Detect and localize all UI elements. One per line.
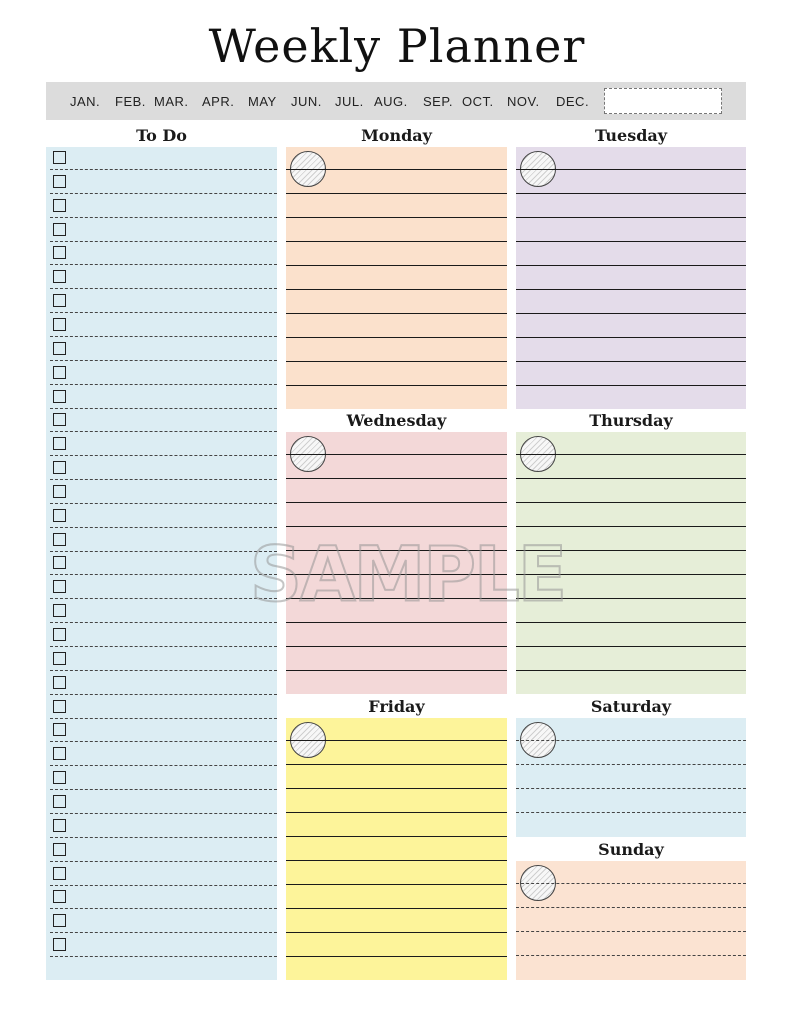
writing-line	[516, 478, 746, 479]
todo-checkbox[interactable]	[53, 461, 66, 474]
writing-line	[286, 169, 507, 170]
todo-line	[50, 527, 277, 528]
todo-checkbox[interactable]	[53, 533, 66, 546]
todo-line	[50, 408, 277, 409]
writing-line	[516, 764, 746, 765]
todo-line	[50, 670, 277, 671]
todo-line	[50, 241, 277, 242]
writing-line	[286, 836, 507, 837]
writing-line	[516, 361, 746, 362]
todo-checkbox[interactable]	[53, 938, 66, 951]
todo-checkbox[interactable]	[53, 700, 66, 713]
writing-line	[516, 907, 746, 908]
writing-line	[516, 313, 746, 314]
saturday-label: Saturday	[590, 697, 672, 716]
writing-line	[286, 764, 507, 765]
writing-line	[286, 385, 507, 386]
sunday-panel[interactable]	[516, 861, 746, 980]
todo-line	[50, 813, 277, 814]
todo-checkbox[interactable]	[53, 747, 66, 760]
writing-line	[516, 931, 746, 932]
todo-list-panel[interactable]	[46, 147, 277, 980]
todo-line	[50, 336, 277, 337]
todo-label: To Do	[136, 126, 187, 145]
todo-checkbox[interactable]	[53, 175, 66, 188]
writing-line	[516, 454, 746, 455]
writing-line	[516, 812, 746, 813]
writing-line	[516, 502, 746, 503]
todo-checkbox[interactable]	[53, 485, 66, 498]
todo-checkbox[interactable]	[53, 723, 66, 736]
writing-line	[286, 265, 507, 266]
todo-line	[50, 932, 277, 933]
todo-checkbox[interactable]	[53, 151, 66, 164]
page-title: Weekly Planner	[208, 19, 586, 73]
todo-line	[50, 264, 277, 265]
month-selector-bar	[46, 82, 746, 120]
todo-checkbox[interactable]	[53, 390, 66, 403]
writing-line	[516, 883, 746, 884]
todo-line	[50, 455, 277, 456]
saturday-panel[interactable]	[516, 718, 746, 837]
month-sep[interactable]: SEP.	[423, 94, 453, 109]
writing-line	[516, 574, 746, 575]
todo-line	[50, 503, 277, 504]
writing-line	[286, 812, 507, 813]
writing-line	[286, 526, 507, 527]
month-aug[interactable]: AUG.	[374, 94, 408, 109]
writing-line	[516, 169, 746, 170]
writing-line	[516, 193, 746, 194]
writing-line	[286, 646, 507, 647]
todo-line	[50, 431, 277, 432]
writing-line	[516, 670, 746, 671]
writing-line	[286, 908, 507, 909]
month-oct[interactable]: OCT.	[462, 94, 494, 109]
friday-label: Friday	[368, 697, 425, 716]
todo-checkbox[interactable]	[53, 437, 66, 450]
month-jun[interactable]: JUN.	[291, 94, 322, 109]
month-jan[interactable]: JAN.	[70, 94, 101, 109]
todo-checkbox[interactable]	[53, 771, 66, 784]
sunday-label: Sunday	[598, 840, 664, 859]
todo-checkbox[interactable]	[53, 223, 66, 236]
todo-line	[50, 312, 277, 313]
todo-checkbox[interactable]	[53, 867, 66, 880]
month-nov[interactable]: NOV.	[507, 94, 540, 109]
todo-checkbox[interactable]	[53, 843, 66, 856]
writing-line	[516, 217, 746, 218]
todo-line	[50, 288, 277, 289]
todo-checkbox[interactable]	[53, 366, 66, 379]
writing-line	[286, 574, 507, 575]
todo-line	[50, 193, 277, 194]
todo-line	[50, 217, 277, 218]
writing-line	[516, 788, 746, 789]
tuesday-label: Tuesday	[594, 126, 668, 145]
year-input-box[interactable]	[604, 88, 722, 114]
writing-line	[286, 884, 507, 885]
month-feb[interactable]: FEB.	[115, 94, 146, 109]
todo-checkbox[interactable]	[53, 294, 66, 307]
writing-line	[516, 740, 746, 741]
writing-line	[286, 454, 507, 455]
todo-line	[50, 574, 277, 575]
todo-line	[50, 360, 277, 361]
writing-line	[516, 385, 746, 386]
writing-line	[286, 932, 507, 933]
todo-line	[50, 384, 277, 385]
writing-line	[516, 289, 746, 290]
todo-line	[50, 956, 277, 957]
todo-checkbox[interactable]	[53, 628, 66, 641]
todo-checkbox[interactable]	[53, 580, 66, 593]
monday-panel[interactable]	[286, 147, 507, 409]
todo-checkbox[interactable]	[53, 270, 66, 283]
todo-line	[50, 622, 277, 623]
writing-line	[516, 598, 746, 599]
wednesday-panel[interactable]	[286, 432, 507, 694]
month-mar[interactable]: MAR.	[154, 94, 189, 109]
month-may[interactable]: MAY	[248, 94, 277, 109]
todo-checkbox[interactable]	[53, 795, 66, 808]
todo-checkbox[interactable]	[53, 652, 66, 665]
writing-line	[516, 337, 746, 338]
todo-checkbox[interactable]	[53, 199, 66, 212]
writing-line	[516, 646, 746, 647]
writing-line	[516, 550, 746, 551]
todo-line	[50, 551, 277, 552]
writing-line	[286, 361, 507, 362]
todo-line	[50, 861, 277, 862]
todo-line	[50, 908, 277, 909]
todo-checkbox[interactable]	[53, 676, 66, 689]
writing-line	[286, 550, 507, 551]
month-jul[interactable]: JUL.	[335, 94, 364, 109]
writing-line	[516, 265, 746, 266]
todo-line	[50, 765, 277, 766]
todo-line	[50, 598, 277, 599]
todo-line	[50, 718, 277, 719]
writing-line	[516, 955, 746, 956]
writing-line	[286, 241, 507, 242]
todo-line	[50, 694, 277, 695]
todo-line	[50, 885, 277, 886]
wednesday-label: Wednesday	[346, 411, 447, 430]
writing-line	[286, 502, 507, 503]
writing-line	[286, 740, 507, 741]
writing-line	[286, 289, 507, 290]
writing-line	[286, 860, 507, 861]
writing-line	[286, 622, 507, 623]
writing-line	[286, 217, 507, 218]
todo-checkbox[interactable]	[53, 413, 66, 426]
todo-line	[50, 479, 277, 480]
month-apr[interactable]: APR.	[202, 94, 235, 109]
todo-checkbox[interactable]	[53, 914, 66, 927]
writing-line	[286, 598, 507, 599]
writing-line	[286, 670, 507, 671]
writing-line	[286, 788, 507, 789]
monday-label: Monday	[361, 126, 432, 145]
todo-line	[50, 741, 277, 742]
writing-line	[516, 241, 746, 242]
todo-line	[50, 837, 277, 838]
writing-line	[286, 956, 507, 957]
todo-checkbox[interactable]	[53, 604, 66, 617]
todo-checkbox[interactable]	[53, 318, 66, 331]
thursday-label: Thursday	[589, 411, 673, 430]
todo-checkbox[interactable]	[53, 342, 66, 355]
writing-line	[516, 526, 746, 527]
tuesday-panel[interactable]	[516, 147, 746, 409]
friday-panel[interactable]	[286, 718, 507, 980]
todo-line	[50, 169, 277, 170]
todo-checkbox[interactable]	[53, 556, 66, 569]
writing-line	[286, 337, 507, 338]
writing-line	[286, 478, 507, 479]
todo-checkbox[interactable]	[53, 890, 66, 903]
writing-line	[286, 193, 507, 194]
month-dec[interactable]: DEC.	[556, 94, 590, 109]
todo-checkbox[interactable]	[53, 246, 66, 259]
writing-line	[516, 622, 746, 623]
todo-line	[50, 646, 277, 647]
thursday-panel[interactable]	[516, 432, 746, 694]
todo-line	[50, 789, 277, 790]
todo-checkbox[interactable]	[53, 509, 66, 522]
writing-line	[286, 313, 507, 314]
todo-checkbox[interactable]	[53, 819, 66, 832]
